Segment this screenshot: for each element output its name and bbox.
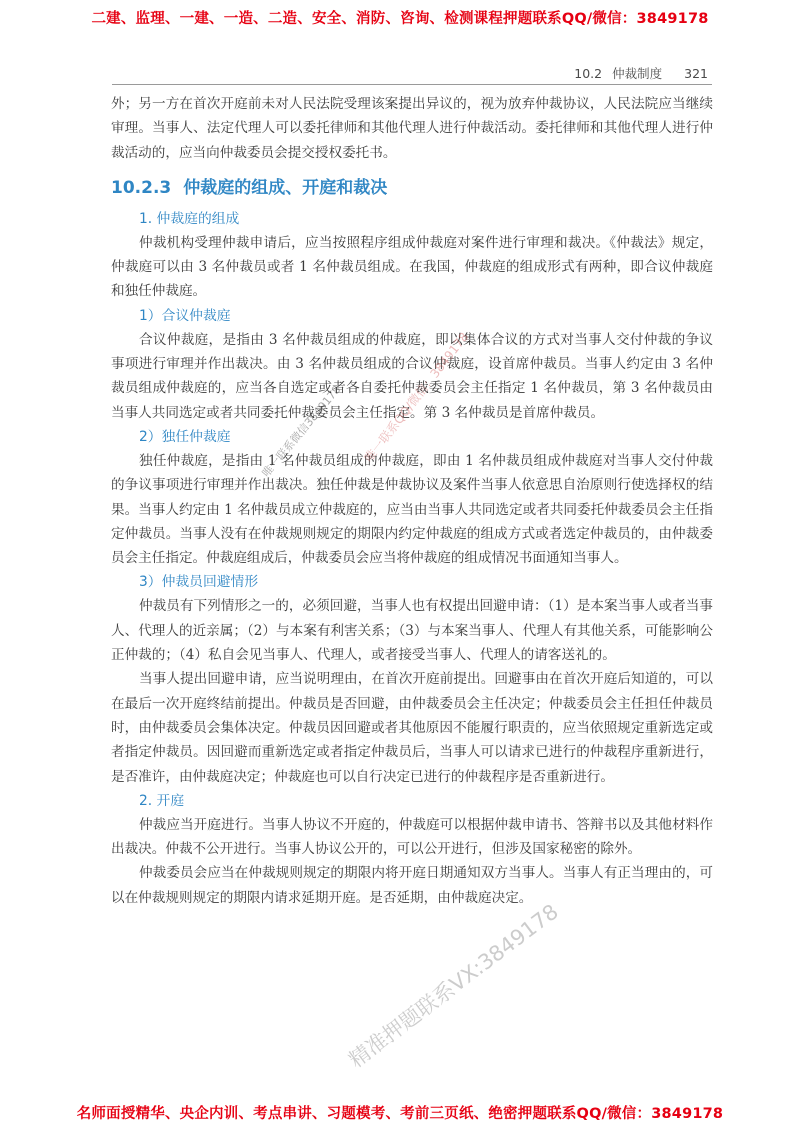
paragraph: 合议仲裁庭，是指由 3 名仲裁员组成的仲裁庭，即以集体合议的方式对当事人交付仲裁的争议事项进行审理并作出裁决。由 3 名仲裁员组成的合议仲裁庭，设首席仲裁员。当事人约定由 3 名仲裁员组成仲裁庭的，应当各自选定或者各自委托仲裁委员会主任指定 1 名仲裁员，第 3 名仲裁员由当事人共同选定或者共同委托仲裁委员会主任指定。第 3 名仲裁员是首席仲裁员。 bbox=[111, 331, 713, 421]
subsubheading: 1）合议仲裁庭 bbox=[139, 307, 231, 324]
paragraph: 仲裁委员会应当在仲裁规则规定的期限内将开庭日期通知双方当事人。当事人有正当理由的，可以在仲裁规则规定的期限内请求延期开庭。是否延期，由仲裁庭决定。 bbox=[111, 865, 713, 906]
paragraph: 独任仲裁庭，是指由 1 名仲裁员组成的仲裁庭，即由 1 名仲裁员组成仲裁庭对当事人交付仲裁的争议事项进行审理并作出裁决。独任仲裁是仲裁协议及案件当事人依意思自治原则行使选择权的结果。当事人约定由 1 名仲裁员成立仲裁庭的，应当由当事人共同选定或者共同委托仲裁委员会主任指定仲裁员。当事人没有在仲裁规则规定的期限内约定仲裁庭的组成方式或者选定仲裁员的，由仲裁委员会主任指定。仲裁庭组成后，仲裁委员会应当将仲裁庭的组成情况书面通知当事人。 bbox=[111, 452, 713, 567]
running-header bbox=[564, 64, 708, 82]
header-rule bbox=[112, 84, 712, 85]
page-number: 321 bbox=[684, 66, 708, 81]
section-heading bbox=[111, 175, 713, 201]
paragraph: 当事人提出回避申请，应当说明理由，在首次开庭前提出。回避事由在首次开庭后知道的，可以在最后一次开庭终结前提出。仲裁员是否回避，由仲裁委员会主任决定；仲裁委员会主任担任仲裁员时，由仲裁委员会集体决定。仲裁员因回避或者其他原因不能履行职责的，应当依照规定重新选定或者指定仲裁员。因回避而重新选定或者指定仲裁员后，当事人可以请求已进行的仲裁程序重新进行，是否准许，由仲裁庭决定；仲裁庭也可以自行决定已进行的仲裁程序是否重新进行。 bbox=[111, 671, 713, 785]
bottom-banner: 名师面授精华、央企内训、考点串讲、习题模考、考前三页纸、绝密押题联系QQ/微信：3849178 bbox=[76, 1106, 724, 1122]
paragraph: 仲裁应当开庭进行。当事人协议不开庭的，仲裁庭可以根据仲裁申请书、答辩书以及其他材料作出裁决。仲裁不公开进行。当事人协议公开的，可以公开进行，但涉及国家秘密的除外。 bbox=[111, 816, 713, 858]
section-number: 10.2.3 bbox=[111, 177, 172, 198]
paragraph: 外；另一方在首次开庭前未对人民法院受理该案提出异议的，视为放弃仲裁协议，人民法院应当继续审理。当事人、法定代理人可以委托律师和其他代理人进行仲裁活动。委托律师和其他代理人进行仲裁活动的，应当向仲裁委员会提交授权委托书。 bbox=[111, 96, 713, 161]
subheading: 1. 仲裁庭的组成 bbox=[139, 210, 240, 227]
paragraph: 仲裁机构受理仲裁申请后，应当按照程序组成仲裁庭对案件进行审理和裁决。《仲裁法》规定，仲裁庭可以由 3 名仲裁员或者 1 名仲裁员组成。在我国，仲裁庭的组成形式有两种，即合议仲裁庭和独任仲裁庭。 bbox=[111, 234, 713, 300]
page-body bbox=[111, 92, 713, 910]
section-title: 仲裁庭的组成、开庭和裁决 bbox=[183, 177, 388, 198]
subheading: 2. 开庭 bbox=[139, 792, 185, 809]
watermark: 唯一联系QQ/微信：3849178 bbox=[361, 329, 472, 465]
top-banner: 二建、监理、一建、一造、二造、安全、消防、咨询、检测课程押题联系QQ/微信：3849178 bbox=[91, 11, 709, 27]
paragraph: 仲裁员有下列情形之一的，必须回避，当事人也有权提出回避申请：（1）是本案当事人或者当事人、代理人的近亲属；（2）与本案有利害关系；（3）与本案当事人、代理人有其他关系，可能影响公正仲裁的；（4）私自会见当事人、代理人，或者接受当事人、代理人的请客送礼的。 bbox=[111, 598, 713, 664]
watermark: 精准押题联系VX:3849178 bbox=[344, 899, 563, 1073]
subsubheading: 3）仲裁员回避情形 bbox=[139, 574, 259, 591]
header-section-number: 10.2 bbox=[574, 66, 603, 81]
header-section-title: 仲裁制度 bbox=[612, 66, 663, 81]
subsubheading: 2）独任仲裁庭 bbox=[139, 428, 231, 445]
watermark: 唯一联系微信3849178 bbox=[259, 383, 344, 480]
